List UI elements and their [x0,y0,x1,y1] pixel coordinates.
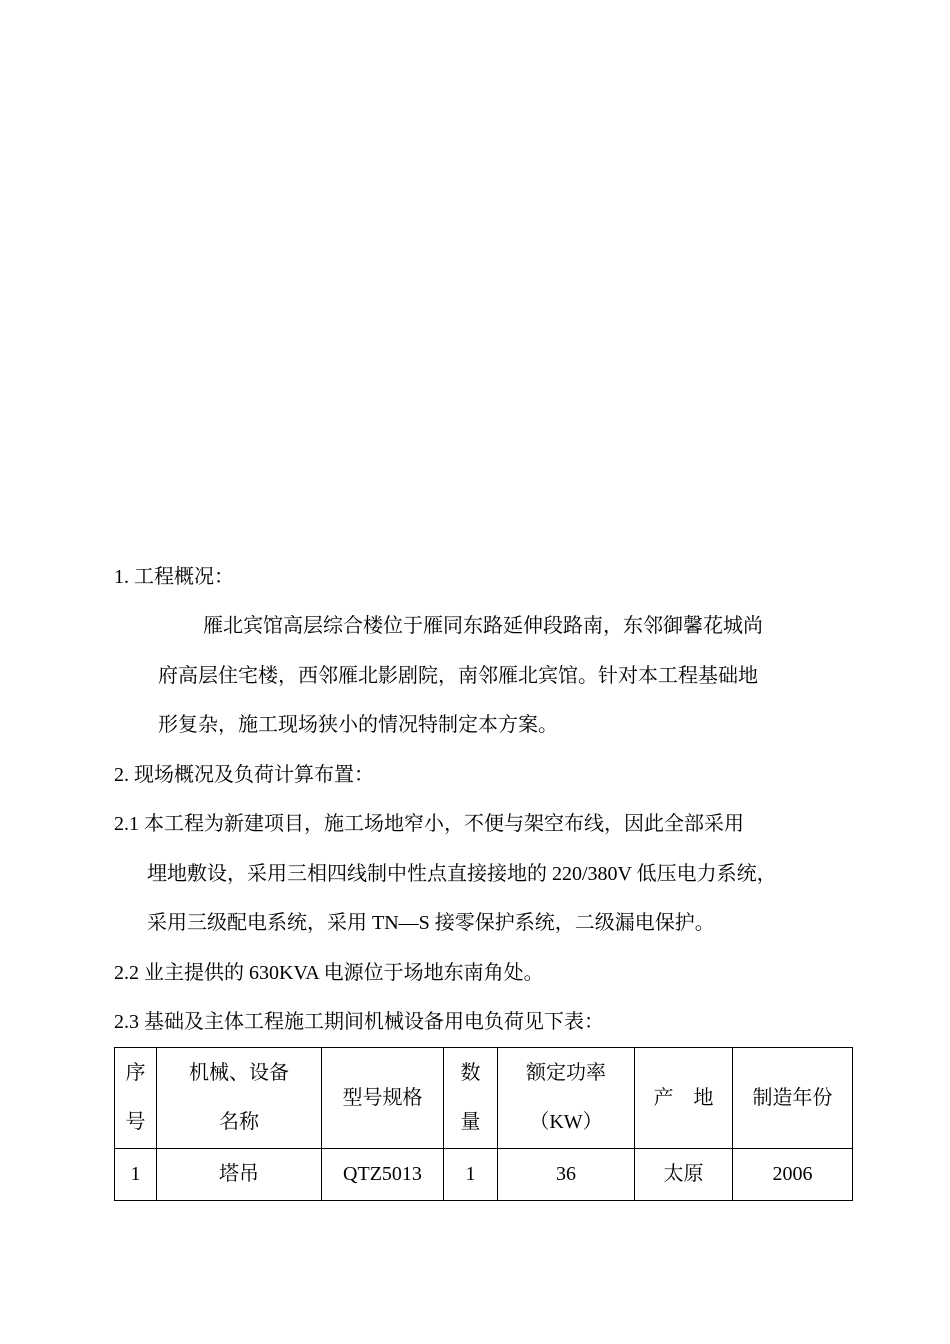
section-2-1-line-3: 采用三级配电系统，采用 TN—S 接零保护系统，二级漏电保护。 [147,912,715,934]
section-2-1-line-1: 2.1 本工程为新建项目，施工场地窄小，不便与架空布线，因此全部采用 [114,813,744,835]
section-2-1-line-2: 埋地敷设，采用三相四线制中性点直接接地的 220/380V 低压电力系统， [147,863,777,885]
section-1-heading: 1. 工程概况： [114,566,234,588]
cell-model: QTZ5013 [322,1149,444,1201]
section-2-3: 2.3 基础及主体工程施工期间机械设备用电负荷见下表： [114,1011,604,1033]
cell-year: 2006 [733,1149,853,1201]
header-model: 型号规格 [322,1048,444,1149]
header-origin: 产 地 [635,1048,733,1149]
section-1-paragraph-line-3: 形复杂，施工现场狭小的情况特制定本方案。 [158,714,558,736]
table-header-row [115,1048,853,1149]
section-1-paragraph-line-2: 府高层住宅楼，西邻雁北影剧院，南邻雁北宾馆。针对本工程基础地 [158,665,758,687]
section-2-heading: 2. 现场概况及负荷计算布置： [114,764,374,786]
cell-origin: 太原 [635,1149,733,1201]
header-power: 额定功率 （KW） [498,1048,635,1149]
cell-qty: 1 [444,1149,498,1201]
cell-seq: 1 [115,1149,157,1201]
cell-name: 塔吊 [157,1149,322,1201]
header-seq: 序 号 [115,1048,157,1149]
table-row [115,1149,853,1201]
section-1-paragraph-line-1: 雁北宾馆高层综合楼位于雁同东路延伸段路南，东邻御馨花城尚 [203,615,763,637]
header-qty: 数 量 [444,1048,498,1149]
header-name: 机械、设备 名称 [157,1048,322,1149]
cell-power: 36 [498,1149,635,1201]
equipment-load-table [114,1047,853,1201]
header-year: 制造年份 [733,1048,853,1149]
section-2-2: 2.2 业主提供的 630KVA 电源位于场地东南角处。 [114,962,544,984]
